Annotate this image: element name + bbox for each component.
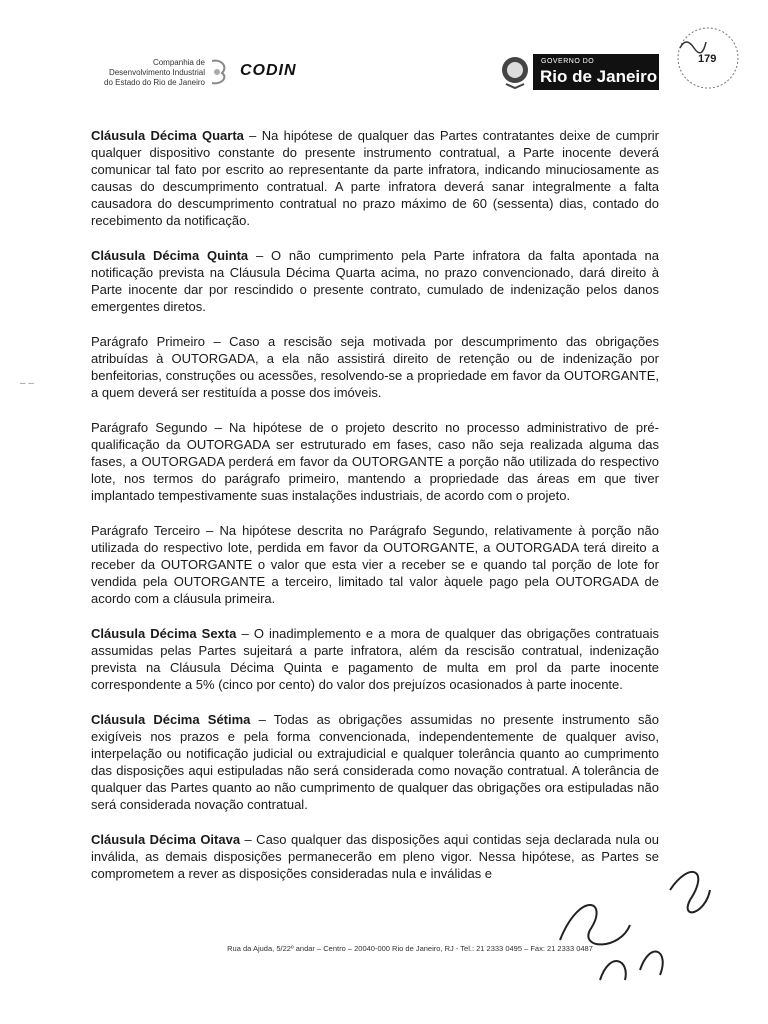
clause-text: Parágrafo Primeiro – Caso a rescisão seja motivada por descumprimento das obrigações atribuídas à OUTORGADA, a ela não assistirá direito de retenção ou de indenização por benfeitorias, construções ou acessões, resolvendo-se a propriedade em favor da OUTORGANTE, a quem deverá ser restituída a posse dos imóveis. (91, 334, 659, 400)
codin-line-2: Desenvolvimento Industrial (108, 68, 205, 77)
page-stamp-number: 179 (698, 53, 717, 65)
clause-text: – O inadimplemento e a mora de qualquer das obrigações contratuais assumidas pelas Partes sujeitará a parte infratora, além da rescisão contratual, indenização prevista na Cláusula Décima Quinta e pagamento de multa em prol da parte inocente correspondente a 5% (cinco por cento) do valor dos prejuízos ocasionados à parte inocente. (91, 626, 659, 692)
clause-text: – Caso qualquer das disposições aqui contidas seja declarada nula ou inválida, as demais disposições permanecerão em pleno vigor. Nessa hipótese, as Partes se comprometem a rever as disposições consideradas nula e inválidas e (91, 832, 659, 881)
codin-company-name (60, 58, 205, 88)
margin-mark: – – (20, 378, 34, 389)
clause-text: – O não cumprimento pela Parte infratora da falta apontada na notificação prevista na Cláusula Décima Quarta acima, no prazo convencionado, dará direito à Parte inocente dar por rescindido o presente contrato, cumulado de indenização pelos danos emergentes diretos. (91, 248, 660, 314)
clause-paragraph (91, 127, 659, 229)
clause-heading: Cláusula Décima Quarta (91, 128, 244, 143)
page-footer-address: Rua da Ajuda, 5/22º andar – Centro – 20040-000 Rio de Janeiro, RJ - Tel.: 21 2333 0495 – Fax: 21 2333 0487 (227, 944, 593, 953)
gov-big-text: Rio de Janeiro (540, 67, 658, 86)
government-logo (533, 54, 659, 90)
page-header (0, 40, 768, 110)
clause-heading: Cláusula Décima Quinta (91, 248, 249, 263)
handwritten-signature-icon (540, 830, 720, 990)
clause-heading: Cláusula Décima Sétima (91, 712, 251, 727)
clause-text: Parágrafo Terceiro – Na hipótese descrita no Parágrafo Segundo, relativamente à porção não utilizada do respectivo lote, perdida em favor da OUTORGANTE, a OUTORGADA terá direito a receber da OUTORGANTE o valor que esta vier a receber se e quando tal porção de lote for vendida pela OUTORGANTE a terceiro, limitado tal valor àquele pago pela OUTORGADA de acordo com a cláusula primeira. (91, 523, 659, 606)
clause-paragraph (91, 247, 659, 315)
clause-paragraph (91, 419, 659, 504)
clause-heading: Cláusula Décima Oitava (91, 832, 241, 847)
contract-body (91, 127, 659, 900)
clause-paragraph (91, 522, 659, 607)
codin-line-1: Companhia de (152, 58, 205, 67)
clause-text: – Na hipótese de qualquer das Partes contratantes deixe de cumprir qualquer dispositivo constante do presente instrumento contratual, a Parte inocente deverá comunicar tal fato por escrito ao representante da parte infratora, indicando minuciosamente as causas do descumprimento contratual. A parte infratora deverá sanar integralmente a falta causadora do descumprimento contratual no prazo máximo de 60 (sessenta) dias, contado do recebimento da notificação. (91, 128, 659, 228)
clause-text: Parágrafo Segundo – Na hipótese de o projeto descrito no processo administrativo de pré-qualificação da OUTORGADA ser estruturado em fases, caso não seja realizada alguma das fases, a OUTORGADA perderá em favor da OUTORGANTE a porção não utilizada do respectivo lote, nos termos do parágrafo primeiro, mantendo a propriedade das áreas em que tiver implantado tempestivamente suas instalações industriais, de acordo com o projeto. (91, 420, 659, 503)
codin-mark-icon (208, 57, 230, 87)
state-coat-of-arms-icon (500, 54, 530, 90)
clause-text: – Todas as obrigações assumidas no presente instrumento são exigíveis nos prazos e pela forma convencionada, independentemente de qualquer aviso, interpelação ou notificação judicial ou extrajudicial e qualquer tolerância quanto ao cumprimento das disposições aqui estipuladas não será considerada como novação contratual. A tolerância de qualquer das Partes quanto ao não cumprimento de qualquer das obrigações ora estipuladas não será considerada novação contratual. (91, 712, 659, 812)
clause-paragraph (91, 333, 659, 401)
codin-logo: CODIN (240, 62, 297, 79)
codin-line-3: do Estado do Rio de Janeiro (104, 78, 205, 87)
gov-small-text: GOVERNO DO (541, 58, 595, 65)
clause-heading: Cláusula Décima Sexta (91, 626, 237, 641)
clause-paragraph (91, 625, 659, 693)
clause-paragraph (91, 711, 659, 813)
